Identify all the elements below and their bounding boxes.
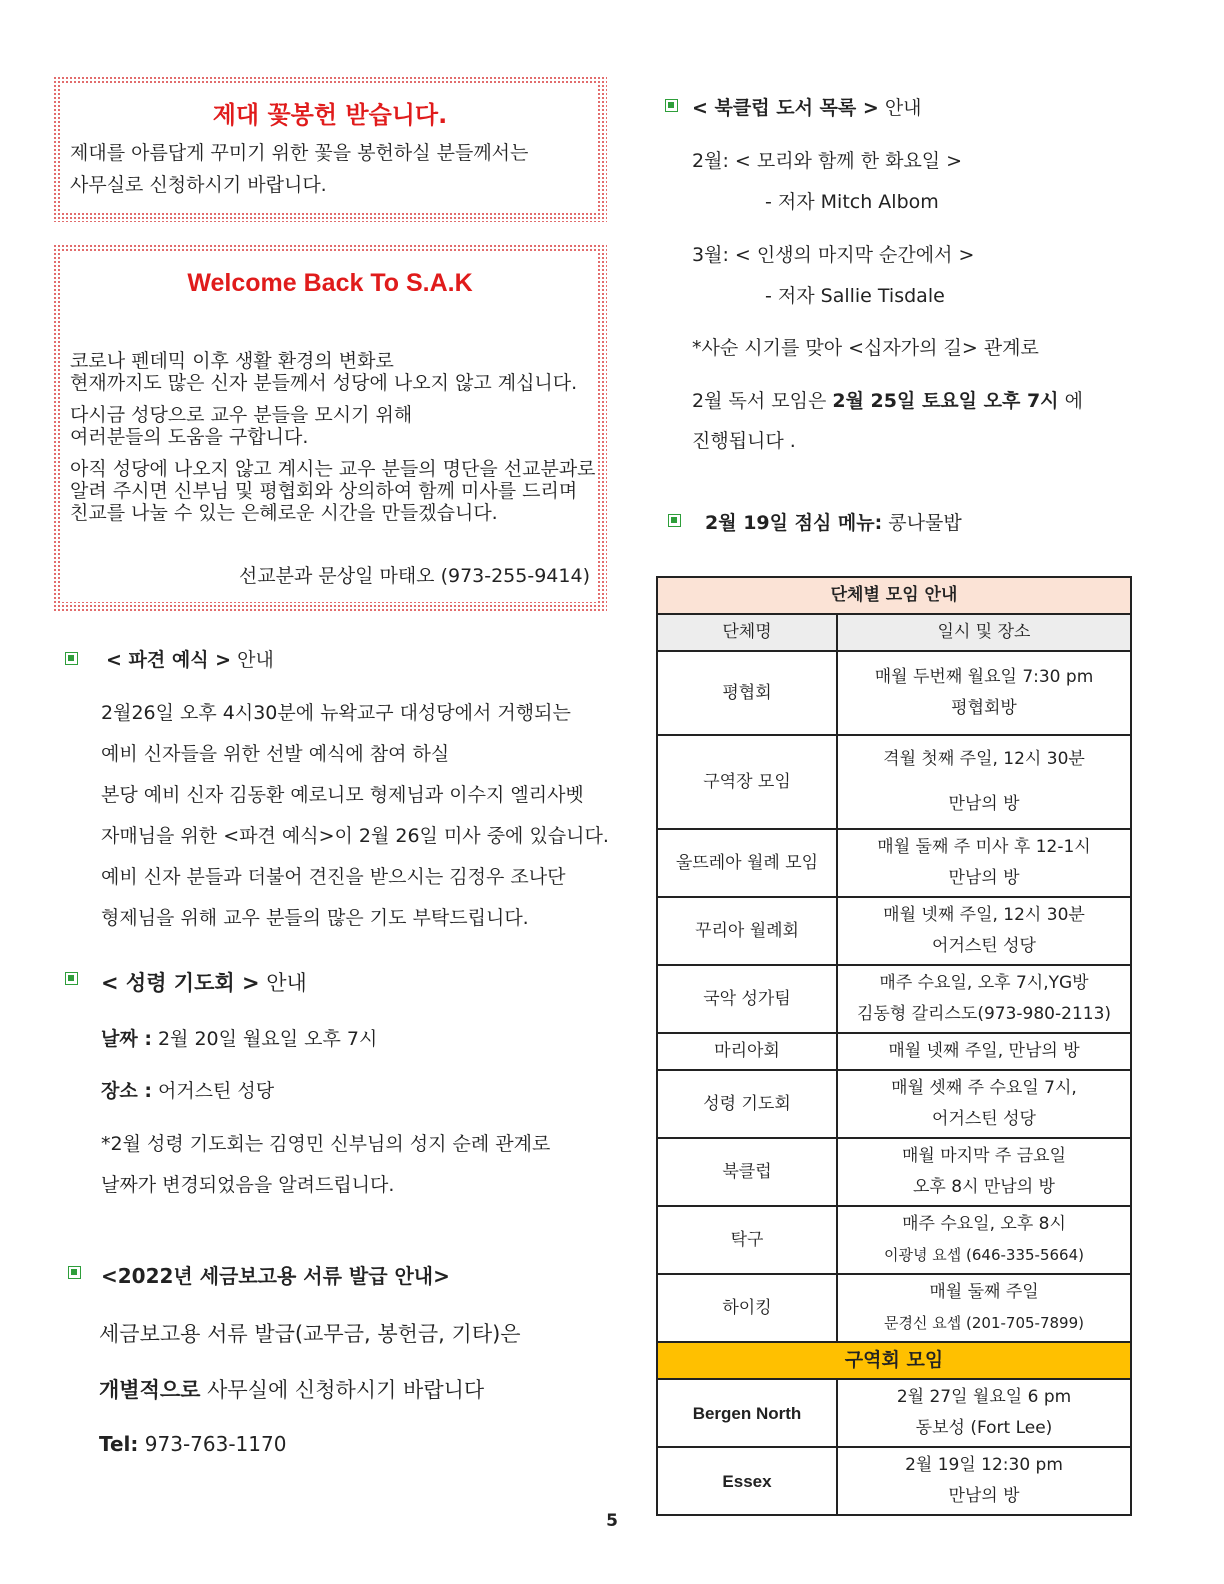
table-title-row [657,577,1131,614]
tax-heading: <2022년 세금보고용 서류 발급 안내> [101,1264,450,1288]
tax-line-1: 세금보고용 서류 발급(교무금, 봉헌금, 기타)은 [99,1322,521,1346]
group-name: 울뜨레아 월례 모임 [657,829,837,897]
table-row [657,1379,1131,1447]
prayer-heading: < 성령 기도회 > 안내 [101,971,307,995]
welcome-p2-line1: 다시금 성당으로 교우 분들을 모시기 위해 [70,404,413,426]
page-number: 5 [606,1511,618,1531]
bookclub-meeting: 2월 독서 모임은 2월 25일 토요일 오후 7시 에 [692,390,1083,412]
dispatch-line-5: 예비 신자 분들과 더불어 견진을 받으시는 김정우 조나단 [101,866,566,888]
bookclub-mar-book: 3월: < 인생의 마지막 순간에서 > [692,244,975,266]
prayer-bullet-icon [65,972,78,985]
dispatch-line-3: 본당 예비 신자 김동환 예로니모 형제님과 이수지 엘리사벳 [101,784,584,806]
welcome-back-box [53,244,607,611]
welcome-p1-line1: 코로나 펜데믹 이후 생활 환경의 변화로 [70,350,394,372]
table-row [657,651,1131,735]
bookclub-mar-author: - 저자 Sallie Tisdale [765,285,945,307]
dispatch-line-6: 형제님을 위해 교우 분들의 많은 기도 부탁드립니다. [101,907,529,929]
table-row [657,1274,1131,1342]
group-schedule-table [656,576,1132,1516]
group-name: 마리아회 [657,1033,837,1070]
prayer-note-2: 날짜가 변경되었음을 알려드립니다. [101,1174,395,1196]
group-name: 북클럽 [657,1138,837,1206]
flower-box-line2: 사무실로 신청하시기 바랍니다. [70,174,327,196]
welcome-signature: 선교분과 문상일 마태오 (973-255-9414) [238,565,590,587]
dispatch-line-2: 예비 신자들을 위한 선발 예식에 참여 하실 [101,743,450,765]
welcome-box-title: Welcome Back To S.A.K [187,269,473,297]
prayer-place: 장소 : 어거스틴 성당 [101,1080,275,1102]
group-schedule: 매월 넷째 주일, 만남의 방 [837,1033,1131,1070]
table-row [657,897,1131,965]
col-header-group: 단체명 [657,614,837,651]
col-header-schedule: 일시 및 장소 [837,614,1131,651]
tax-line-2: 개별적으로 사무실에 신청하시기 바랍니다 [99,1378,485,1402]
dispatch-line-4: 자매님을 위한 <파견 예식>이 2월 26일 미사 중에 있습니다. [101,825,609,847]
group-name: 구역장 모임 [657,735,837,829]
flower-offering-box [53,76,607,222]
group-schedule: 매월 둘째 주일 문경신 요셉 (201-705-7899) [837,1274,1131,1342]
tax-tel: Tel: 973-763-1170 [99,1432,287,1456]
dispatch-line-1: 2월26일 오후 4시30분에 뉴왁교구 대성당에서 거행되는 [101,702,571,724]
prayer-note-1: *2월 성령 기도회는 김영민 신부님의 성지 순례 관계로 [101,1133,551,1155]
table-row [657,1070,1131,1138]
welcome-p3-line1: 아직 성당에 나오지 않고 계시는 교우 분들의 명단을 선교분과로 [70,458,596,480]
district-schedule: 2월 19일 12:30 pm 만남의 방 [837,1447,1131,1515]
group-schedule: 매주 수요일, 오후 7시,YG방 김동형 갈리스도(973-980-2113) [837,965,1131,1033]
bookclub-heading: < 북클럽 도서 목록 > 안내 [692,97,922,119]
group-name: 하이킹 [657,1274,837,1342]
bookclub-note: *사순 시기를 맞아 <십자가의 길> 관계로 [692,337,1039,359]
table-row [657,1033,1131,1070]
bookclub-feb-author: - 저자 Mitch Albom [765,191,939,213]
lunch-menu: 2월 19일 점심 메뉴: 콩나물밥 [705,512,962,534]
group-schedule: 매월 두번째 월요일 7:30 pm 평협회방 [837,651,1131,735]
group-schedule: 격월 첫째 주일, 12시 30분 만남의 방 [837,735,1131,829]
welcome-p3-line2: 알려 주시면 신부님 및 평협회와 상의하여 함께 미사를 드리며 [70,480,578,502]
group-name: 탁구 [657,1206,837,1274]
welcome-p1-line2: 현재까지도 많은 신자 분들께서 성당에 나오지 않고 계십니다. [70,372,578,394]
bookclub-feb-book: 2월: < 모리와 함께 한 화요일 > [692,150,963,172]
tax-bullet-icon [68,1266,81,1279]
group-schedule: 매월 넷째 주일, 12시 30분 어거스틴 성당 [837,897,1131,965]
table-row [657,735,1131,829]
table-row [657,965,1131,1033]
group-schedule: 매월 마지막 주 금요일 오후 8시 만남의 방 [837,1138,1131,1206]
dispatch-heading: < 파견 예식 > 안내 [106,649,274,671]
district-schedule: 2월 27일 월요일 6 pm 동보성 (Fort Lee) [837,1379,1131,1447]
lunch-bullet-icon [668,514,681,527]
bookclub-meeting-line2: 진행됩니다 . [692,430,796,452]
flower-box-title: 제대 꽃봉헌 받습니다. [212,101,448,129]
district-name: Essex [657,1447,837,1515]
district-title: 구역회 모임 [657,1342,1131,1379]
group-name: 평협회 [657,651,837,735]
table-row [657,1447,1131,1515]
prayer-date: 날짜 : 2월 20일 월요일 오후 7시 [101,1028,378,1050]
table-row [657,1206,1131,1274]
group-name: 국악 성가팀 [657,965,837,1033]
table-header-row [657,614,1131,651]
table-title: 단체별 모임 안내 [657,577,1131,614]
group-schedule: 매월 둘째 주 미사 후 12-1시 만남의 방 [837,829,1131,897]
group-name: 성령 기도회 [657,1070,837,1138]
district-name: Bergen North [657,1379,837,1447]
flower-box-line1: 제대를 아름답게 꾸미기 위한 꽃을 봉헌하실 분들께서는 [70,142,529,164]
table-row [657,829,1131,897]
table-row [657,1138,1131,1206]
group-schedule: 매월 셋째 주 수요일 7시, 어거스틴 성당 [837,1070,1131,1138]
district-title-row [657,1342,1131,1379]
welcome-p2-line2: 여러분들의 도움을 구합니다. [70,426,309,448]
group-name: 꾸리아 월례회 [657,897,837,965]
welcome-p3-line3: 친교를 나눌 수 있는 은혜로운 시간을 만들겠습니다. [70,502,498,524]
bookclub-bullet-icon [665,99,678,112]
dispatch-bullet-icon [65,652,78,665]
group-schedule: 매주 수요일, 오후 8시 이광녕 요셉 (646-335-5664) [837,1206,1131,1274]
